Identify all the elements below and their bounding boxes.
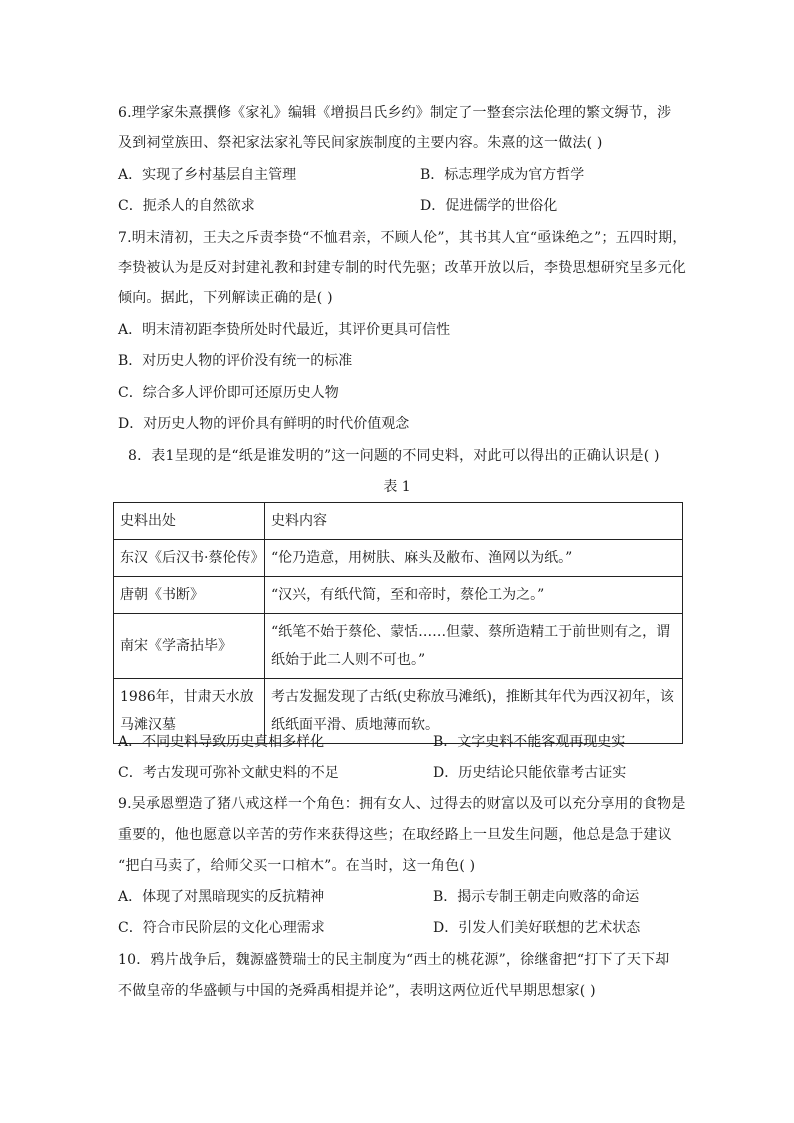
q7-stem-line-3: 倾向。据此，下列解读正确的是( ) (118, 290, 333, 306)
q6-option-b: B．标志理学成为官方哲学 (420, 167, 585, 183)
q9-option-b: B．揭示专制王朝走向败落的命运 (433, 889, 640, 905)
source-table (113, 502, 683, 744)
table-header-row (114, 503, 683, 540)
header-content: 史料内容 (265, 503, 683, 540)
q8-option-d: D．历史结论只能依靠考古证实 (433, 765, 627, 781)
q9-option-d: D．引发人们美好联想的艺术状态 (433, 920, 641, 936)
q8-option-c: C．考古发现可弥补文献史料的不足 (118, 765, 339, 781)
row-content: “伦乃造意，用树肤、麻头及敝布、渔网以为纸。” (265, 540, 683, 577)
q6-stem-line-2: 及到祠堂族田、祭祀家法家礼等民间家族制度的主要内容。朱熹的这一做法( ) (118, 135, 603, 151)
q6-stem-line-1: 6.理学家朱熹撰修《家礼》编辑《增损吕氏乡约》制定了一整套宗法伦理的繁文缛节，涉 (118, 105, 672, 121)
table-caption: 表 1 (383, 479, 411, 495)
q7-option-a: A．明末清初距李贽所处时代最近，其评价更具可信性 (118, 322, 451, 338)
q8-stem: 8．表1呈现的是“纸是谁发明的”这一问题的不同史料，对此可以得出的正确认识是( ) (128, 448, 660, 464)
row-content-line: “纸笔不始于蔡伦、蒙恬……但蒙、蔡所造精工于前世则有之，谓 (271, 624, 671, 640)
q7-stem-line-1: 7.明末清初，王夫之斥责李贽“不恤君亲，不顾人伦”，其书其人宜“亟诛绝之”；五四时期， (118, 230, 687, 246)
q7-option-b: B．对历史人物的评价没有统一的标准 (118, 353, 353, 369)
row-content (265, 614, 683, 679)
q6-option-d: D．促进儒学的世俗化 (420, 198, 558, 214)
table-row (114, 540, 683, 577)
q10-stem-line-1: 10．鸦片战争后，魏源盛赞瑞士的民主制度为“西土的桃花源”，徐继畬把“打下了天下却 (118, 952, 670, 968)
header-source: 史料出处 (114, 503, 265, 540)
q9-option-a: A．体现了对黑暗现实的反抗精神 (118, 889, 325, 905)
q8-option-a: A．不同史料导致历史真相多样化 (118, 734, 325, 750)
q9-stem-line-1: 9.吴承恩塑造了猪八戒这样一个角色：拥有女人、过得去的财富以及可以充分享用的食物是 (118, 796, 686, 812)
table-row (114, 577, 683, 614)
row-content: “汉兴，有纸代简，至和帝时，蔡伦工为之。” (265, 577, 683, 614)
q9-stem-line-3: “把白马卖了，给师父买一口棺木”。在当时，这一角色( ) (118, 858, 476, 874)
row-source-line: 马滩汉墓 (120, 717, 176, 733)
row-source-line: 1986年，甘肃天水放 (120, 689, 254, 705)
q7-option-d: D．对历史人物的评价具有鲜明的时代价值观念 (118, 416, 410, 432)
row-content-line: 纸始于此二人则不可也。” (271, 652, 426, 668)
row-source: 南宋《学斋拈毕》 (114, 614, 265, 679)
q6-option-c: C．扼杀人的自然欲求 (118, 198, 255, 214)
row-content-line: 纸纸面平滑、质地薄而软。 (271, 717, 439, 733)
table-row (114, 614, 683, 679)
q9-option-c: C．符合市民阶层的文化心理需求 (118, 920, 325, 936)
q9-stem-line-2: 重要的，他也愿意以辛苦的劳作来获得这些；在取经路上一旦发生问题，他总是急于建议 (118, 827, 672, 843)
q6-option-a: A．实现了乡村基层自主管理 (118, 167, 297, 183)
q7-stem-line-2: 李贽被认为是反对封建礼教和封建专制的时代先驱；改革开放以后，李贽思想研究呈多元化 (118, 260, 686, 276)
q10-stem-line-2: 不做皇帝的华盛顿与中国的尧舜禹相提并论”，表明这两位近代早期思想家( ) (118, 983, 596, 999)
q7-option-c: C．综合多人评价即可还原历史人物 (118, 385, 339, 401)
q8-option-b: B．文字史料不能客观再现史实 (433, 734, 626, 750)
row-content-line: 考古发掘发现了古纸(史称放马滩纸)，推断其年代为西汉初年，该 (271, 689, 674, 705)
row-source: 东汉《后汉书·蔡伦传》 (114, 540, 265, 577)
row-source: 唐朝《书断》 (114, 577, 265, 614)
